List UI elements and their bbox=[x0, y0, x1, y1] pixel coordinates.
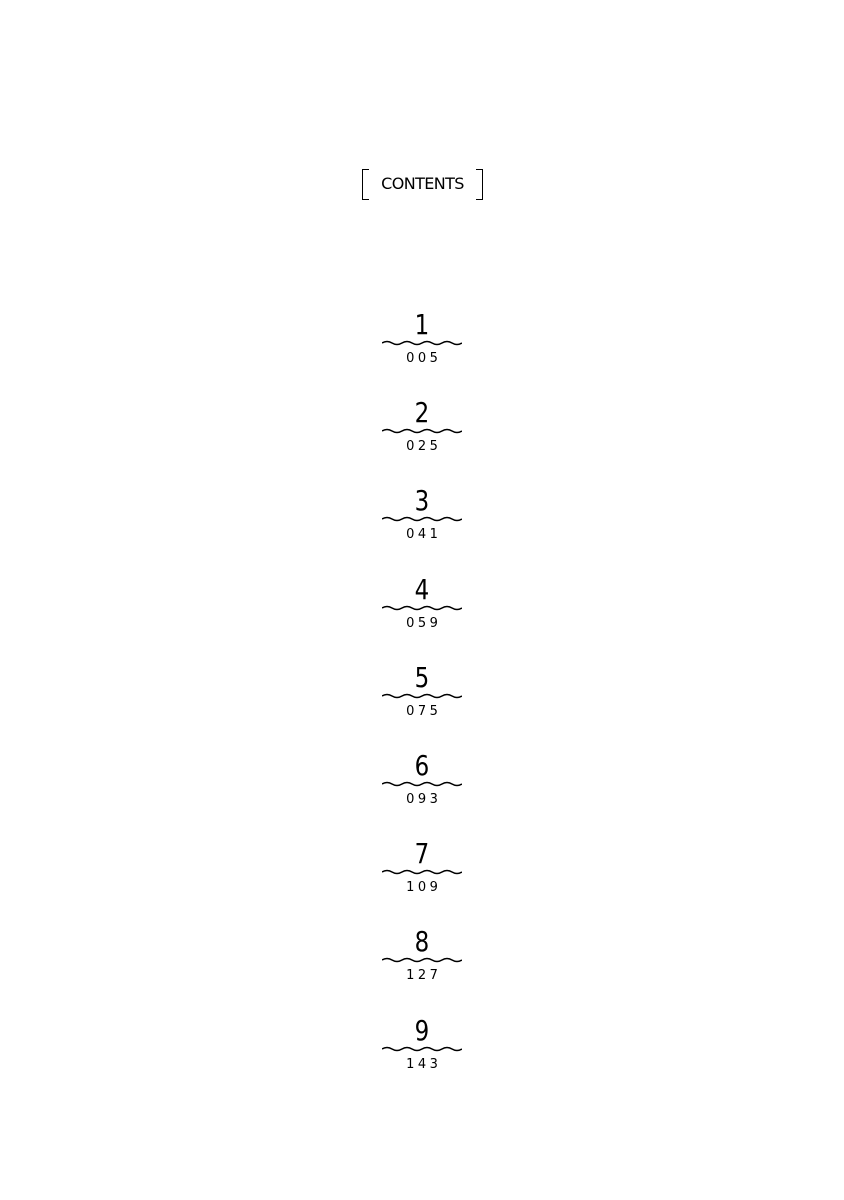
page-number: 005 bbox=[406, 351, 442, 366]
wavy-divider bbox=[382, 779, 462, 789]
chapter-number: 1 bbox=[414, 308, 430, 341]
page-number: 059 bbox=[406, 615, 442, 631]
page-number: 143 bbox=[406, 1056, 442, 1072]
contents-heading bbox=[362, 169, 483, 200]
wavy-divider bbox=[382, 1044, 462, 1054]
right-bracket bbox=[476, 169, 483, 200]
chapter-number: 6 bbox=[414, 748, 430, 782]
chapter-number: 4 bbox=[414, 572, 430, 606]
toc-entry-7[interactable] bbox=[380, 837, 464, 925]
toc-entry-1[interactable] bbox=[380, 308, 464, 396]
toc-entry-5[interactable] bbox=[380, 661, 464, 749]
page-number: 075 bbox=[406, 703, 442, 719]
page-number: 093 bbox=[406, 791, 442, 807]
chapter-number: 2 bbox=[414, 396, 430, 430]
wavy-divider bbox=[382, 514, 462, 524]
toc-entry-4[interactable] bbox=[380, 573, 464, 661]
wavy-divider bbox=[382, 955, 462, 965]
toc-entry-9[interactable] bbox=[380, 1014, 464, 1102]
chapter-number: 7 bbox=[414, 837, 430, 871]
page-number: 025 bbox=[406, 439, 442, 455]
toc-entry-6[interactable] bbox=[380, 749, 464, 837]
wavy-divider bbox=[382, 338, 462, 348]
wavy-divider bbox=[382, 426, 462, 436]
chapter-number: 9 bbox=[414, 1013, 430, 1047]
wavy-divider bbox=[382, 603, 462, 613]
toc-entry-2[interactable] bbox=[380, 396, 464, 484]
toc-entry-8[interactable] bbox=[380, 925, 464, 1013]
page-number: 109 bbox=[406, 880, 442, 896]
page-number: 127 bbox=[406, 968, 442, 984]
page-number: 041 bbox=[406, 527, 442, 543]
chapter-number: 5 bbox=[414, 660, 430, 694]
table-of-contents bbox=[380, 308, 464, 1102]
wavy-divider bbox=[382, 867, 462, 877]
wavy-divider bbox=[382, 691, 462, 701]
chapter-number: 8 bbox=[414, 925, 430, 959]
toc-entry-3[interactable] bbox=[380, 484, 464, 572]
chapter-number: 3 bbox=[414, 484, 430, 518]
contents-title: CONTENTS bbox=[381, 174, 464, 193]
